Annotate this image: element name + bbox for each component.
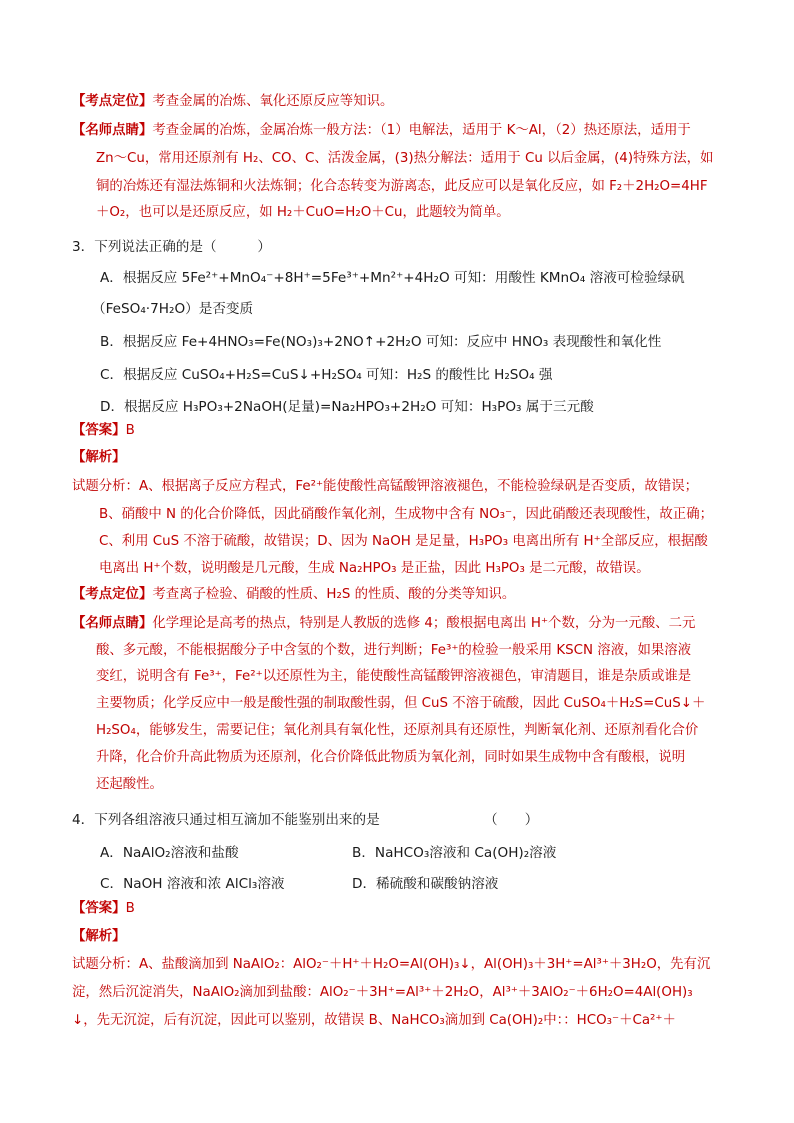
q3-option-b: B．根据反应 Fe+4HNO₃=Fe(NO₃)₃+2NO↑+2H₂O 可知：反应中 HNO₃ 表现酸性和氧化性	[100, 334, 662, 350]
q3-analysis-2: B、硝酸中 N 的化合价降低，因此硝酸作氧化剂，生成物中含有 NO₃⁻，因此硝酸还表现酸性，故正确；	[99, 507, 713, 522]
kaodian-line-1	[72, 92, 393, 112]
q3-mingshi-text-4: 主要物质；化学反应中一般是酸性强的制取酸性弱，但 CuS 不溶于硫酸，因此 CuSO₄＋H₂S=CuS↓＋	[96, 696, 706, 711]
q3-mingshi-tag: 【名师点睛】	[72, 616, 153, 631]
q3-stem: 3．下列说法正确的是（ ）	[72, 239, 271, 255]
q3-analysis-1: 试题分析：A、根据离子反应方程式，Fe²⁺能使酸性高锰酸钾溶液褪色，不能检验绿矾是否变质，故错误；	[72, 479, 698, 494]
q4-answer-value: B	[125, 901, 135, 916]
q3-answer-tag: 【答案】	[72, 423, 126, 438]
q3-mingshi-text-1: 化学理论是高考的热点，特别是人教版的选修 4；酸根据电离出 H⁺个数，分为一元酸、二元	[152, 616, 696, 631]
q4-option-c: C．NaOH 溶液和浓 AlCl₃溶液	[100, 876, 285, 892]
mingshi-text-1: 考查金属的冶炼，金属冶炼一般方法：（1）电解法，适用于 K～Al，（2）热还原法，适用于	[152, 123, 691, 138]
q4-option-b: B．NaHCO₃溶液和 Ca(OH)₂溶液	[352, 845, 557, 861]
q4-jiexi-tag: 【解析】	[72, 929, 126, 944]
q3-option-a-line-2: （FeSO₄·7H₂O）是否变质	[92, 301, 254, 317]
q3-option-d: D．根据反应 H₃PO₃+2NaOH(足量)=Na₂HPO₃+2H₂O 可知：H₃PO₃ 属于三元酸	[100, 399, 594, 415]
q3-option-a-line-1: A．根据反应 5Fe²⁺+MnO₄⁻+8H⁺=5Fe³⁺+Mn²⁺+4H₂O 可知：用酸性 KMnO₄ 溶液可检验绿矾	[100, 270, 685, 286]
q3-mingshi-text-6: 升降，化合价升高此物质为还原剂，化合价降低此物质为氧化剂，同时如果生成物中含有酸根，说明	[96, 750, 686, 765]
q3-kaodian	[72, 585, 515, 605]
q4-option-d: D．稀硫酸和碳酸钠溶液	[352, 876, 499, 892]
q3-mingshi-text-3: 变红，说明含有 Fe³⁺，Fe²⁺以还原性为主，能使酸性高锰酸钾溶液褪色，审清题目，谁是杂质或谁是	[96, 669, 692, 684]
q3-analysis-3: C、利用 CuS 不溶于硫酸，故错误；D、因为 NaOH 是足量，H₃PO₃ 电离出所有 H⁺全部反应，根据酸	[99, 534, 708, 549]
q3-jiexi-tag: 【解析】	[72, 450, 126, 465]
q3-answer	[72, 421, 135, 441]
q3-mingshi-text-7: 还起酸性。	[96, 777, 163, 792]
q4-stem: 4．下列各组溶液只通过相互滴加不能鉴别出来的是	[72, 812, 380, 828]
q4-bracket: （ ）	[484, 812, 539, 828]
q3-analysis-4: 电离出 H⁺个数，说明酸是几元酸，生成 Na₂HPO₃ 是正盐，因此 H₃PO₃ 是二元酸，故错误。	[99, 561, 650, 576]
q3-kaodian-text: 考查离子检验、硝酸的性质、H₂S 的性质、酸的分类等知识。	[152, 587, 516, 602]
kaodian-text: 考查金属的冶炼、氧化还原反应等知识。	[152, 94, 394, 109]
q4-answer-tag: 【答案】	[72, 901, 126, 916]
q3-mingshi-text-2: 酸、多元酸，不能根据酸分子中含氢的个数，进行判断；Fe³⁺的检验一般采用 KSCN 溶液，如果溶液	[96, 643, 692, 658]
q3-mingshi-line-1	[72, 614, 695, 634]
kaodian-tag: 【考点定位】	[72, 94, 153, 109]
mingshi-text-4: ＋O₂，也可以是还原反应，如 H₂＋CuO=H₂O＋Cu，此题较为简单。	[96, 205, 510, 220]
q3-answer-value: B	[125, 423, 135, 438]
q4-analysis-1: 试题分析：A、盐酸滴加到 NaAlO₂：AlO₂⁻＋H⁺＋H₂O=Al(OH)₃↓，Al(OH)₃＋3H⁺=Al³⁺＋3H₂O，先有沉	[72, 957, 711, 972]
mingshi-text-2: Zn～Cu，常用还原剂有 H₂、CO、C、活泼金属，(3)热分解法：适用于 Cu 以后金属，(4)特殊方法，如	[96, 151, 714, 166]
q3-kaodian-tag: 【考点定位】	[72, 587, 153, 602]
q4-analysis-3: ↓，先无沉淀，后有沉淀，因此可以鉴别，故错误 B、NaHCO₃滴加到 Ca(OH)₂中：：HCO₃⁻＋Ca²⁺＋	[72, 1013, 676, 1028]
q4-answer	[72, 899, 135, 919]
q3-mingshi-text-5: H₂SO₄，能够发生，需要记住；氧化剂具有氧化性，还原剂具有还原性，判断氧化剂、还原剂看化合价	[96, 723, 699, 738]
mingshi-tag: 【名师点睛】	[72, 123, 153, 138]
q3-option-c: C．根据反应 CuSO₄+H₂S=CuS↓+H₂SO₄ 可知：H₂S 的酸性比 H₂SO₄ 强	[100, 367, 553, 383]
mingshi-line-1	[72, 121, 691, 141]
q4-analysis-2: 淀，然后沉淀消失，NaAlO₂滴加到盐酸：AlO₂⁻＋3H⁺=Al³⁺＋2H₂O，Al³⁺＋3AlO₂⁻＋6H₂O=4Al(OH)₃	[72, 985, 693, 1000]
mingshi-text-3: 铜的冶炼还有湿法炼铜和火法炼铜；化合态转变为游离态，此反应可以是氧化反应，如 F₂＋2H₂O=4HF	[96, 179, 708, 194]
q4-option-a: A．NaAlO₂溶液和盐酸	[100, 845, 239, 861]
